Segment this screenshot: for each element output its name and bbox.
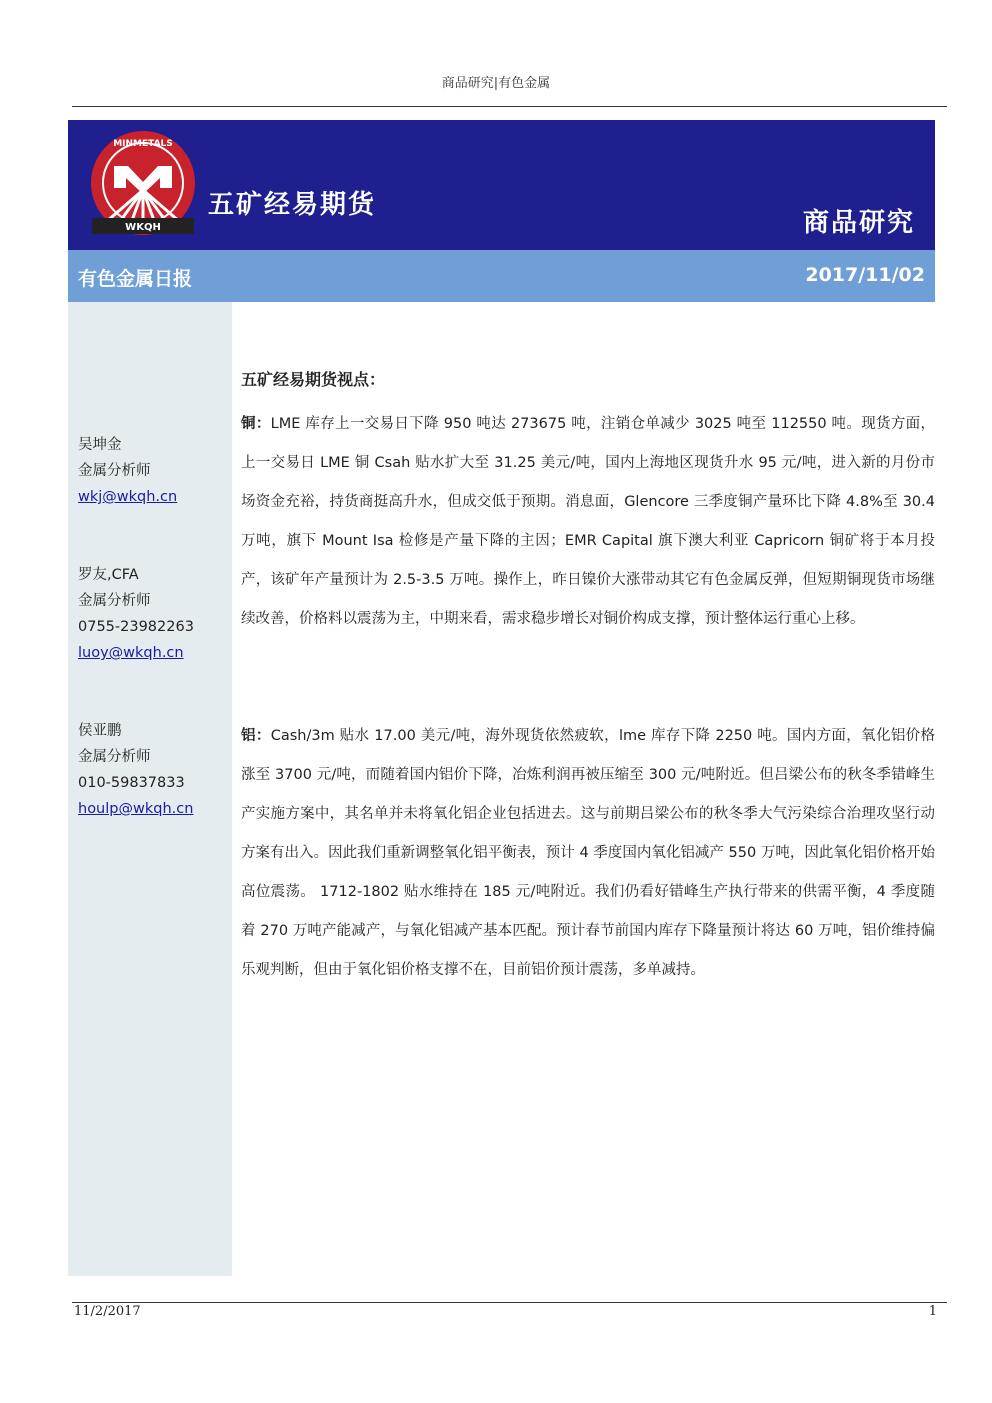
footer-divider [72,1302,947,1303]
analyst-email-link[interactable]: houlp@wkqh.cn [78,801,194,817]
svg-text:MINMETALS: MINMETALS [113,139,173,149]
brand-name: 五矿经易期货 [208,190,377,220]
aluminum-label: 铝： [241,728,271,744]
report-title-bar [68,250,935,302]
copper-text: LME 库存上一交易日下降 950 吨达 273675 吨，注销仓单减少 3025 吨至 112550 吨。现货方面，上一交易日 LME 铜 Csah 贴水扩大至 31.25 美元/吨，国内上海地区现货升水 95 元/吨，进入新的月份市场资金充裕，持货商挺高升水，但成交低于预期。消息面，Glencore 三季度铜产量环比下降 4.8%至 30.4 万吨，旗下 Mount Isa 检修是产量下降的主因；EMR Capital 旗下澳大利亚 Capricorn 铜矿将于本月投产，该矿年产量预计为 2.5-3.5 万吨。操作上，昨日镍价大涨带动其它有色金属反弹，但短期铜现货市场继续改善，价格料以震荡为主，中期来看，需求稳步增长对铜价构成支撑，预计整体运行重心上移。 [241,416,936,627]
svg-text:WKQH: WKQH [125,222,161,233]
analyst-phone: 0755-23982263 [78,619,194,635]
paragraph-gap [241,639,935,678]
minmetals-logo-icon [88,128,198,238]
analyst-card [78,562,194,666]
analyst-email-link[interactable]: luoy@wkqh.cn [78,645,184,661]
analyst-sidebar [68,302,232,1276]
report-date: 2017/11/02 [805,264,925,286]
analyst-name: 罗友,CFA [78,567,139,583]
page-number: 1 [928,1304,937,1319]
banner [68,120,935,250]
banner-category: 商品研究 [802,208,915,238]
analyst-title: 金属分析师 [78,593,151,609]
analyst-name: 吴坤金 [78,437,122,453]
aluminum-text: Cash/3m 贴水 17.00 美元/吨，海外现货依然疲软，lme 库存下降 2250 吨。国内方面，氧化铝价格涨至 3700 元/吨，而随着国内铝价下降，冶炼利润再被压缩至 300 元/吨附近。但吕梁公布的秋冬季错峰生产实施方案中，其名单并未将氧化铝企业包括进去。这与前期吕梁公布的秋冬季大气污染综合治理攻坚行动方案有出入。因此我们重新调整氧化铝平衡表，预计 4 季度国内氧化铝减产 550 万吨，因此氧化铝价格开始高位震荡。 1712-1802 贴水维持在 185 元/吨附近。我们仍看好错峰生产执行带来的供需平衡，4 季度随着 270 万吨产能减产，与氧化铝减产基本匹配。预计春节前国内库存下降量预计将达 60 万吨，铝价维持偏乐观判断，但由于氧化铝价格支撑不在，目前铝价预计震荡，多单减持。 [241,728,936,978]
analyst-phone: 010-59837833 [78,775,185,791]
section-title: 五矿经易期货视点： [241,370,386,389]
aluminum-paragraph [241,717,935,990]
report-title: 有色金属日报 [78,268,193,290]
header-divider [72,106,947,107]
copper-paragraph [241,405,935,639]
analyst-title: 金属分析师 [78,749,151,765]
main-content [241,365,935,990]
analyst-title: 金属分析师 [78,463,151,479]
analyst-card [78,718,193,822]
page-header: 商品研究|有色金属 [441,76,551,91]
analyst-name: 侯亚鹏 [78,723,122,739]
footer-date: 11/2/2017 [74,1304,141,1319]
analyst-email-link[interactable]: wkj@wkqh.cn [78,489,178,505]
analyst-card [78,432,177,510]
copper-label: 铜： [241,416,271,432]
paragraph-gap [241,678,935,717]
